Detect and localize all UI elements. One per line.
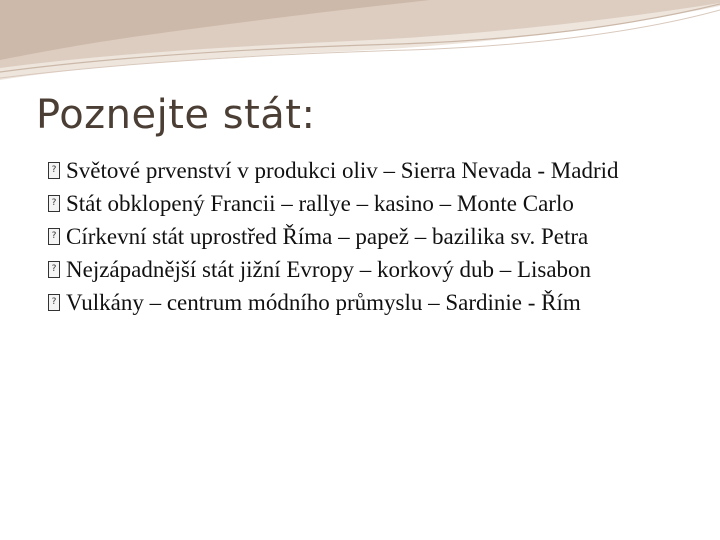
list-item xyxy=(48,222,708,251)
missing-glyph-box-icon: ? xyxy=(48,228,60,245)
missing-glyph-box-icon: ? xyxy=(48,261,60,278)
list-item xyxy=(48,156,708,185)
bullet-text: Nejzápadnější stát jižní Evropy – korkový dub – Lisabon xyxy=(66,257,592,282)
bullet-text: Vulkány – centrum módního průmyslu – Sardinie - Řím xyxy=(66,290,581,315)
bullet-list xyxy=(48,156,708,321)
missing-glyph-box-icon: ? xyxy=(48,294,60,311)
bullet-text: Stát obklopený Francii – rallye – kasino – Monte Carlo xyxy=(66,191,574,216)
list-item xyxy=(48,255,708,284)
list-item xyxy=(48,288,708,317)
bullet-text: Církevní stát uprostřed Říma – papež – bazilika sv. Petra xyxy=(66,224,589,249)
slide-title: Poznejte stát: xyxy=(36,92,316,138)
list-item xyxy=(48,189,708,218)
missing-glyph-box-icon: ? xyxy=(48,195,60,212)
header-wave-decoration xyxy=(0,0,720,90)
bullet-text: Světové prvenství v produkci oliv – Sierra Nevada - Madrid xyxy=(66,158,619,183)
missing-glyph-box-icon: ? xyxy=(48,162,60,179)
